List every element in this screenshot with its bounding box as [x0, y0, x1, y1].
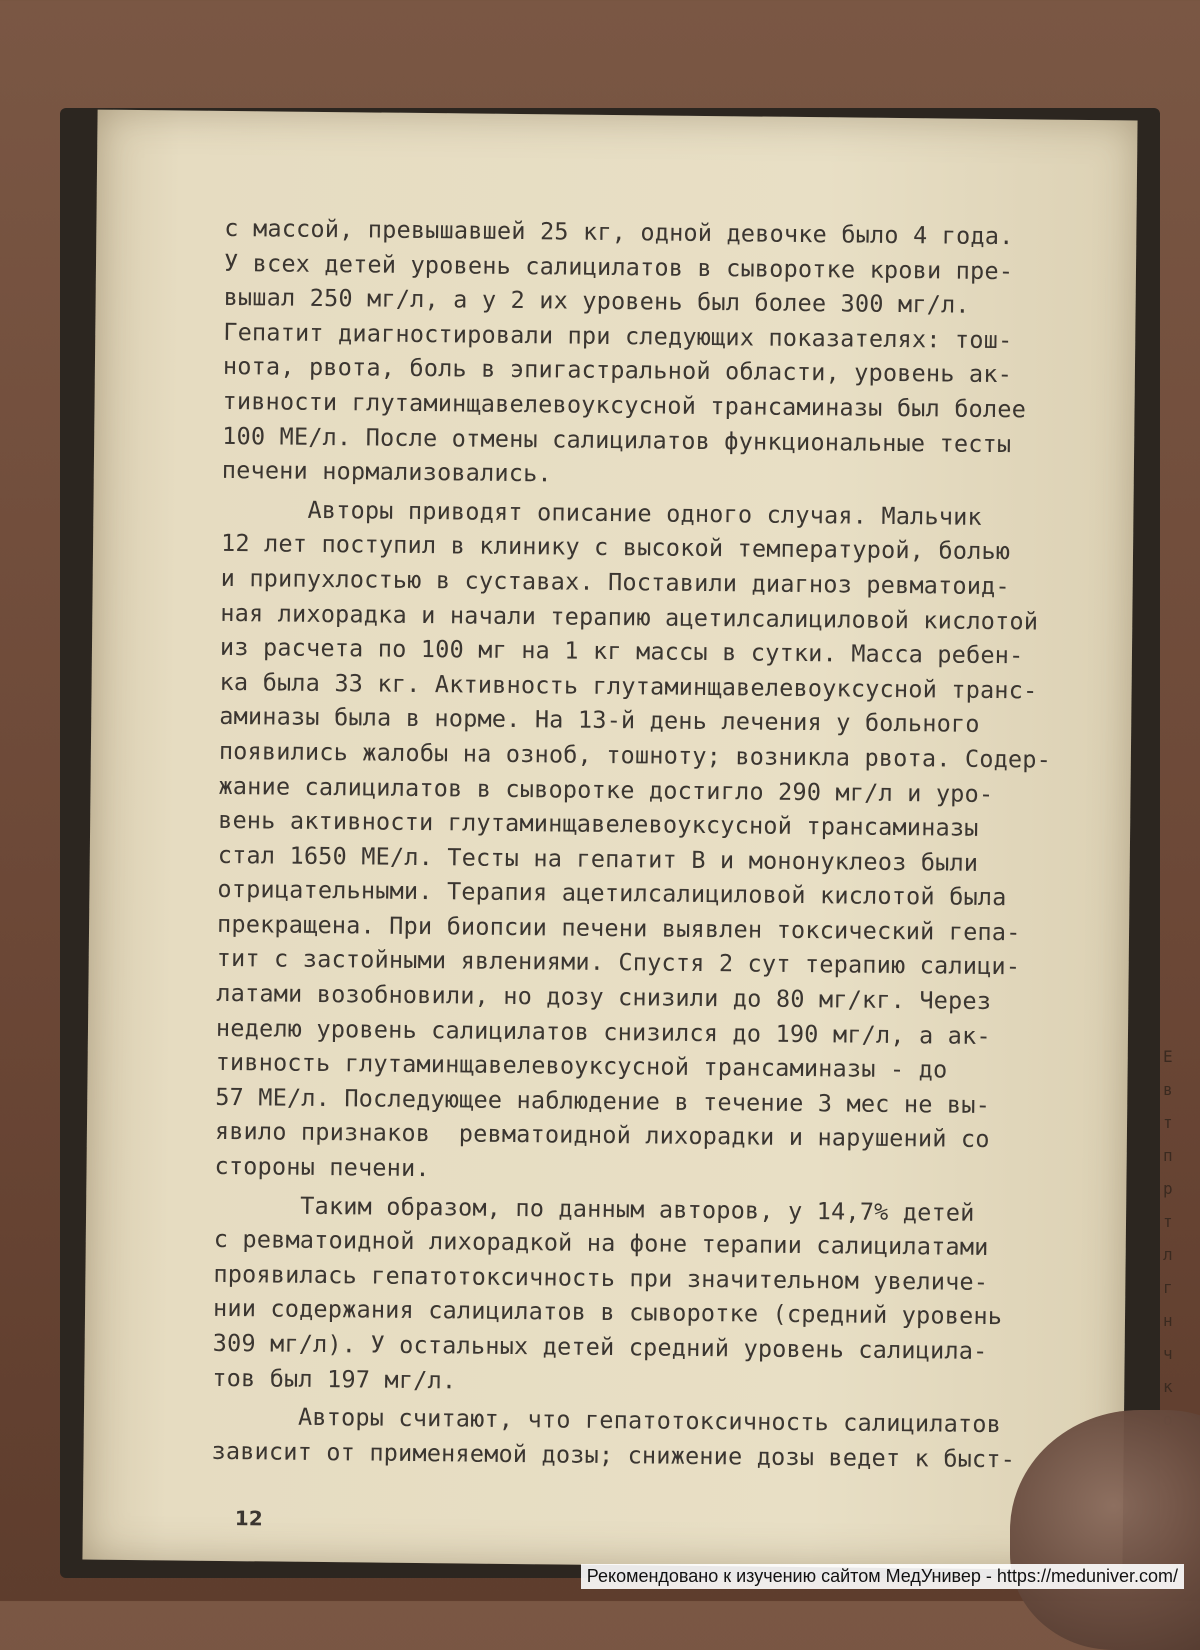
paragraph [212, 1188, 1044, 1404]
text-line: 309 мг/л). У остальных детей средний уровень салицила- [212, 1328, 988, 1365]
text-line: Авторы считают, что гепатотоксичность салицилатов [211, 1402, 1002, 1439]
text-line: печени нормализовались. [221, 456, 552, 488]
edge-letter: к [1163, 1377, 1173, 1396]
text-line: появились жалобы на озноб, тошноту; возникла рвота. Содер- [218, 736, 1052, 774]
text-line: вень активности глутаминщавелевоуксусной трансаминазы [218, 805, 979, 842]
edge-letter: л [1163, 1245, 1173, 1264]
text-line: и припухлостью в суставах. Поставили диагноз ревматоид- [220, 563, 1010, 601]
watermark-text: Рекомендовано к изучению сайтом МедУнивер - https://meduniver.com/ [581, 1564, 1184, 1589]
text-line: стороны печени. [214, 1151, 430, 1183]
text-line: ка была 33 кг. Активность глутаминщавелевоуксусной транс- [219, 667, 1038, 705]
text-line: тивность глутаминщавелевоуксусной трансаминазы - до [215, 1048, 948, 1084]
text-line: с массой, превышавшей 25 кг, одной девочке было 4 года. [224, 213, 1014, 251]
text-line: 12 лет поступил в клинику с высокой температурой, болью [220, 529, 1011, 566]
text-line: прекращена. При биопсии печени выявлен токсический гепа- [216, 909, 1021, 947]
text-line: жание салицилатов в сыворотке достигло 290 мг/л и уро- [218, 771, 994, 808]
edge-letter: н [1163, 1311, 1173, 1330]
text-line: явило признаков ревматоидной лихорадки и нарушений со [214, 1117, 990, 1154]
paragraph [214, 492, 1051, 1193]
edge-letter: ч [1163, 1344, 1173, 1363]
text-line: с ревматоидной лихорадкой на фоне терапии салицилатами [213, 1225, 989, 1262]
edge-letter: г [1163, 1278, 1173, 1297]
text-line: вышал 250 мг/л, а у 2 их уровень был более 300 мг/л. [223, 283, 970, 319]
edge-letter: р [1163, 1179, 1173, 1198]
text-line: Гепатит диагностировали при следующих показателях: тош- [223, 317, 1013, 354]
paragraph [222, 211, 1055, 496]
text-line: нота, рвота, боль в эпигастральной области, уровень ак- [222, 352, 1013, 389]
edge-letter: т [1163, 1113, 1173, 1132]
text-line: тит с застойными явлениями. Спустя 2 сут терапию салици- [216, 944, 1021, 981]
text-line: тивности глутаминщавелевоуксусной трансаминазы был более [222, 386, 1027, 424]
text-line: Авторы приводят описание одного случая. Мальчик [221, 494, 983, 531]
text-line: зависит от применяемой дозы; снижение дозы ведет к быст- [211, 1436, 1016, 1474]
text-line: ная лихорадка и начали терапию ацетилсалициловой кислотой [220, 598, 1039, 636]
text-line: стал 1650 МЕ/л. Тесты на гепатит В и мононуклеоз были [217, 840, 979, 877]
text-line: тов был 197 мг/л. [212, 1363, 457, 1395]
text-line: неделю уровень салицилатов снизился до 190 мг/л, а ак- [215, 1013, 991, 1050]
page-text-body [211, 211, 1054, 1481]
text-line: аминазы была в норме. На 13-й день лечения у больного [219, 702, 980, 739]
book-page [82, 110, 1137, 1571]
edge-letter: в [1163, 1080, 1173, 1099]
edge-letter: п [1163, 1146, 1173, 1165]
paragraph [211, 1399, 1042, 1477]
text-line: 57 МЕ/л. Последующее наблюдение в течение 3 мес не вы- [215, 1082, 991, 1119]
edge-letter: т [1163, 1212, 1173, 1231]
page-number: 12 [234, 1506, 263, 1531]
text-line: из расчета по 100 мг на 1 кг массы в сутки. Масса ребен- [219, 633, 1024, 670]
text-line: латами возобновили, но дозу снизили до 80 мг/кг. Через [216, 978, 992, 1016]
next-page-edge-letters [1163, 1040, 1183, 1436]
text-line: У всех детей уровень салицилатов в сыворотке крови пре- [223, 248, 1014, 285]
text-line: проявилась гепатотоксичность при значительном увеличе- [213, 1259, 989, 1296]
edge-letter: Е [1163, 1047, 1173, 1066]
text-line: нии содержания салицилатов в сыворотке (средний уровень [212, 1294, 1003, 1331]
text-line: отрицательными. Терапия ацетилсалициловой кислотой была [217, 875, 1007, 912]
text-line: 100 МЕ/л. После отмены салицилатов функциональные тесты [222, 421, 1012, 458]
text-line: Таким образом, по данным авторов, у 14,7% детей [214, 1190, 975, 1227]
